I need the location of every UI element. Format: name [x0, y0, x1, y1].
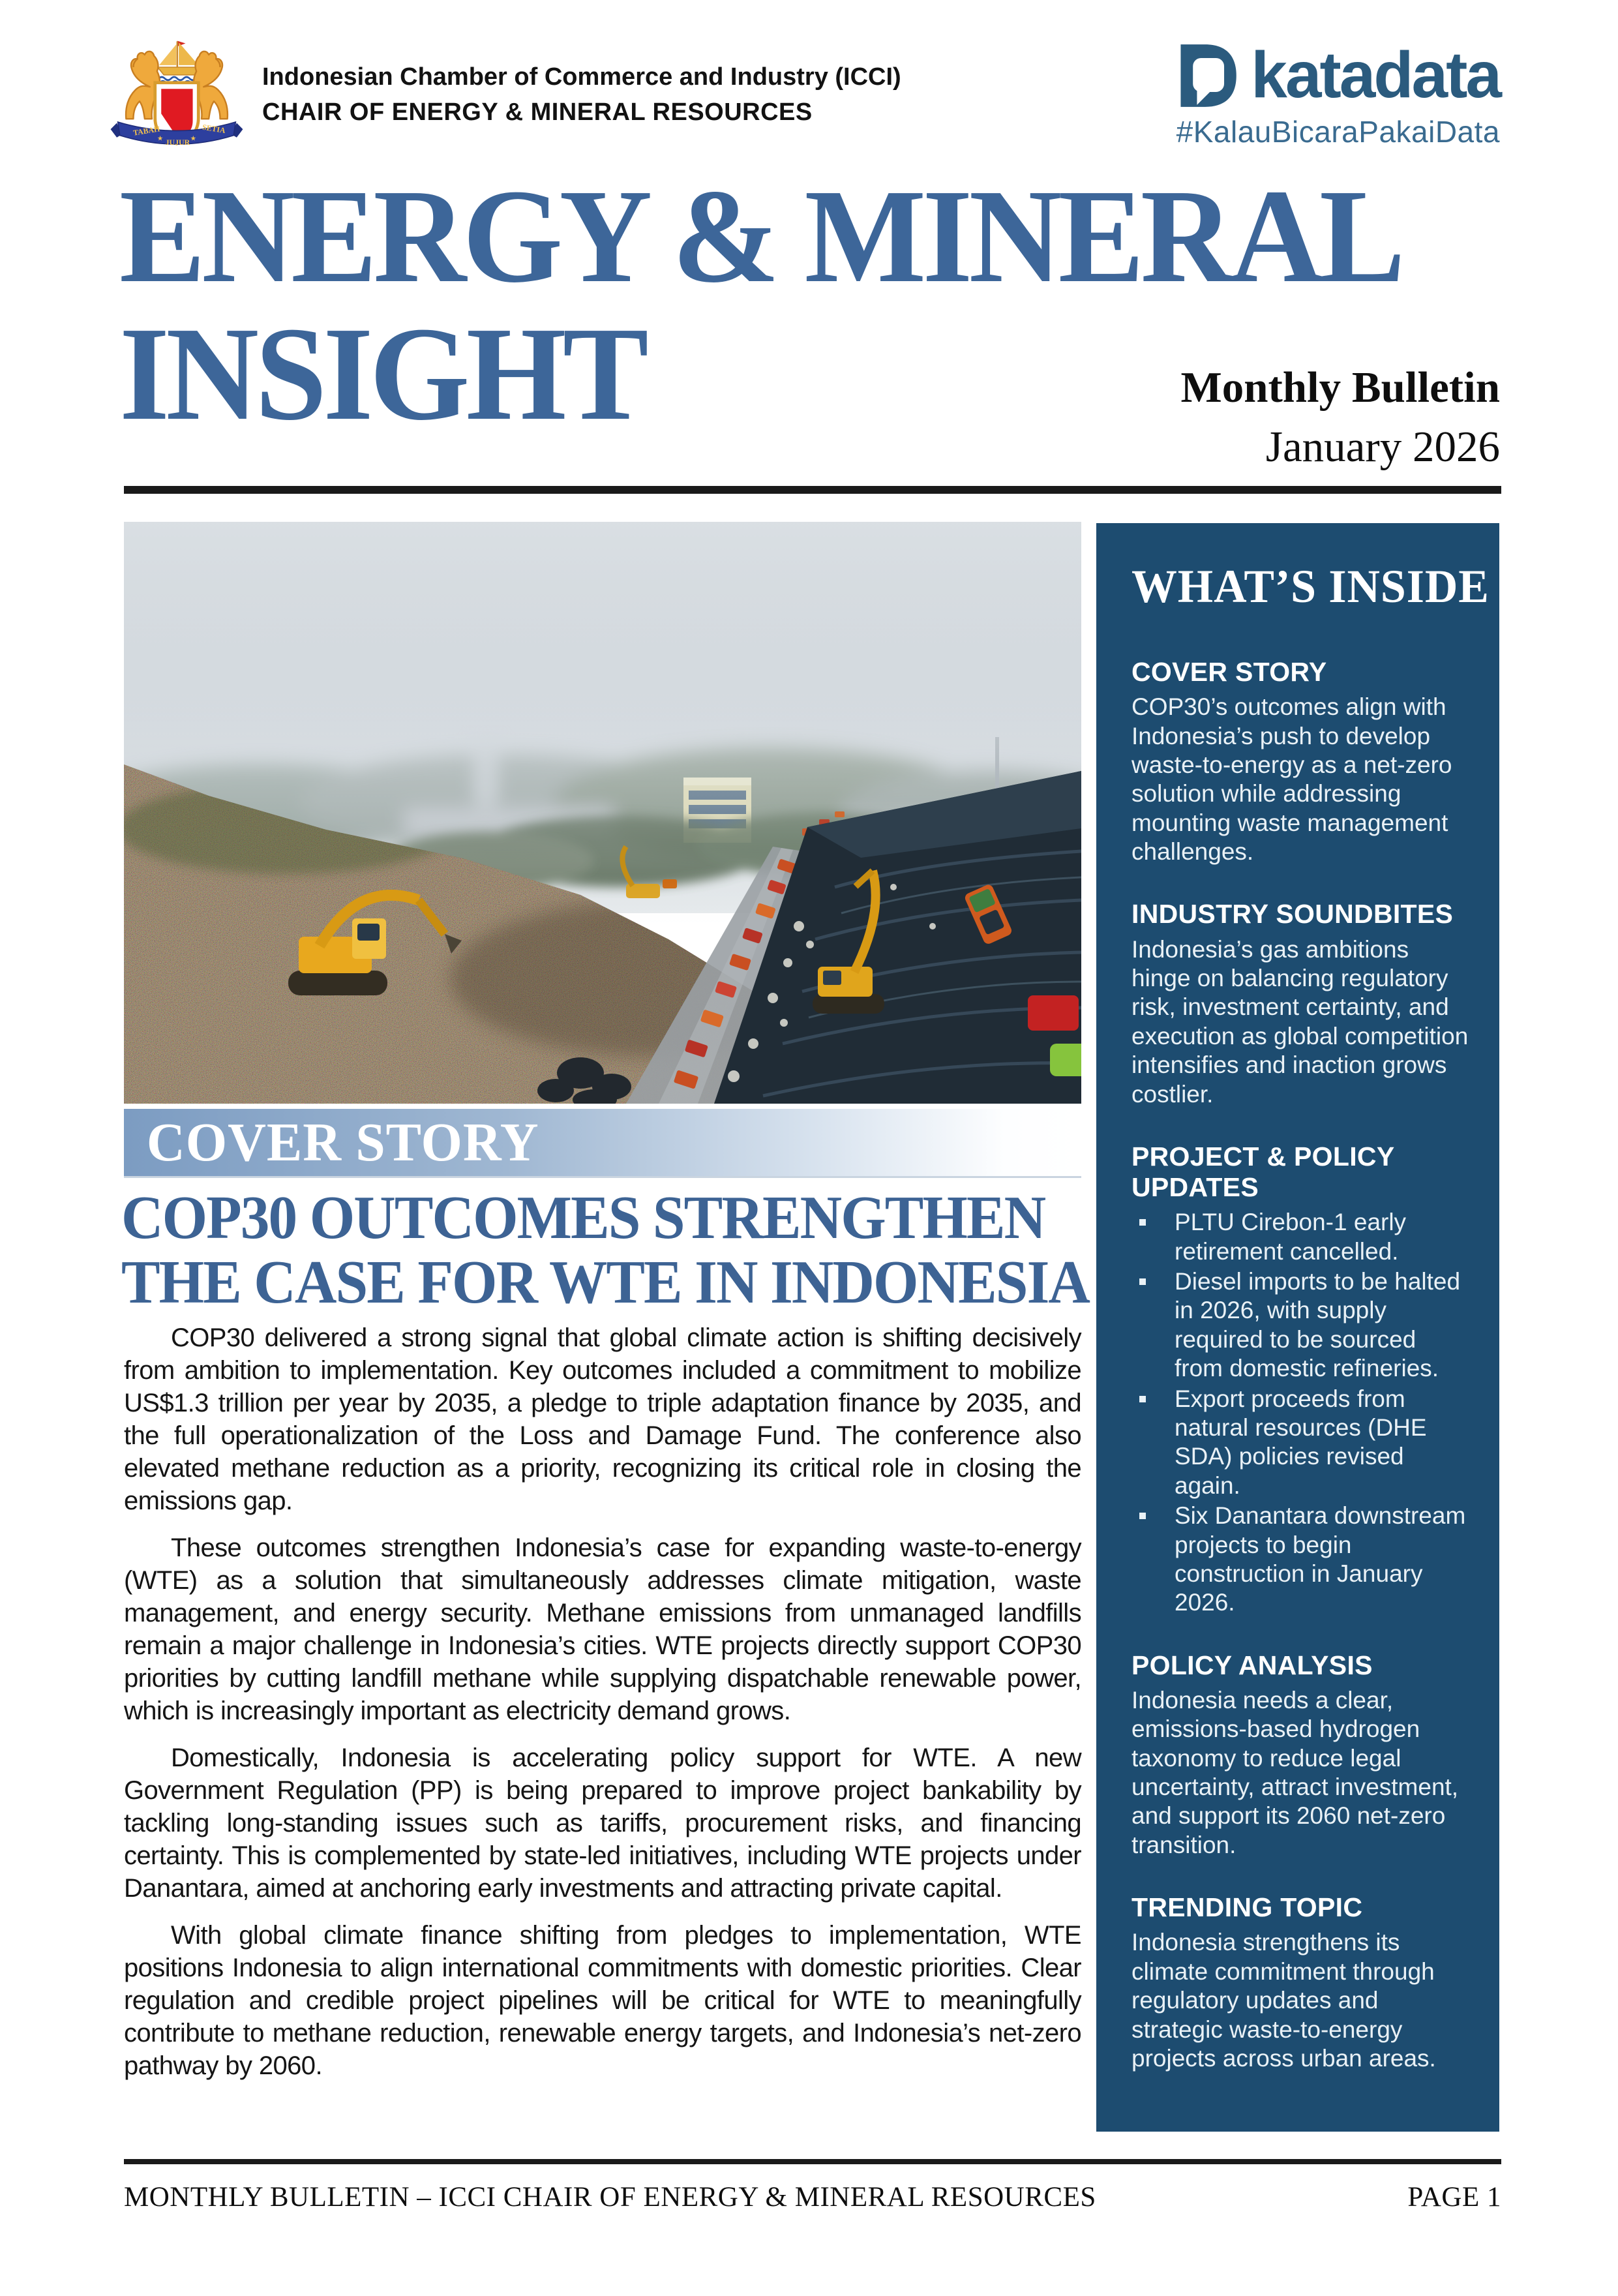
article-headline-line2: THE CASE FOR WTE IN INDONESIA [121, 1248, 1090, 1316]
list-item [1131, 1385, 1469, 1501]
sidebar-section-heading: INDUSTRY SOUNDBITES [1131, 899, 1454, 929]
cover-story-band [124, 1109, 1081, 1178]
crest-ship-icon [158, 41, 202, 75]
footer-page-number: PAGE 1 [1407, 2182, 1501, 2213]
katadata-logo-icon [1173, 42, 1240, 110]
bullet-text: Diesel imports to be halted in 2026, with supply required to be sourced from domestic refineries. [1175, 1268, 1461, 1382]
section-label: COVER STORY [146, 1112, 539, 1173]
org-division: CHAIR OF ENERGY & MINERAL RESOURCES [262, 98, 813, 126]
article-headline [121, 1186, 1100, 1315]
article-paragraph: COP30 delivered a strong signal that global climate action is shifting decisively from ambition to implementation. Key outcomes included a commitment to mobilize US$1.3 trillion per year by 2035, a pledge to triple adaptation finance by 2035, and the full operationalization of the Loss and Damage Fund. The conference also elevated methane reduction as a priority, recognizing its critical role in closing the emissions gap. [124, 1323, 1081, 1515]
article-paragraph: Domestically, Indonesia is accelerating policy support for WTE. A new Government Regulation (PP) is being prepared to improve project bankability by tackling long-standing issues such as tariffs, procurement risks, and financing certainty. This is complemented by state-led initiatives, including WTE projects under Danantara, aimed at anchoring early investments and attracting private capital. [124, 1744, 1081, 1903]
red-truck-icon [1028, 995, 1079, 1031]
footer-left-text: MONTHLY BULLETIN – ICCI CHAIR OF ENERGY & MINERAL RESOURCES [124, 2182, 1096, 2213]
katadata-brand-block [1173, 38, 1500, 149]
star-icon: ★ [190, 135, 196, 143]
org-text-block [262, 63, 901, 127]
sidebar-section-industry-soundbites [1131, 899, 1469, 1108]
issue-block [1180, 363, 1500, 472]
article-paragraph: These outcomes strengthen Indonesia’s case for expanding waste-to-energy (WTE) as a solution that simultaneously addresses climate mitigation, waste management, and energy security. Methane emissions from unmanaged landfills remain a major challenge in Indonesia’s cities. WTE projects directly support COP30 priorities by cutting landfill methane while supplying dispatchable renewable power, which is increasingly important as electricity demand grows. [124, 1533, 1081, 1725]
sidebar-section-trending-topic [1131, 1892, 1469, 2073]
whats-inside-panel [1096, 523, 1499, 2132]
star-icon: ★ [157, 135, 164, 143]
icci-crest-logo [110, 22, 244, 164]
sidebar-section-project-policy-updates [1131, 1141, 1469, 1618]
list-item [1131, 1208, 1469, 1266]
sidebar-section-heading: COVER STORY [1131, 657, 1327, 687]
sidebar-section-heading: PROJECT & POLICY UPDATES [1131, 1141, 1394, 1203]
sidebar-section-body: COP30’s outcomes align with Indonesia’s push to develop waste-to-energy as a net-zero solution while addressing mounting waste management challenges. [1131, 693, 1452, 866]
footer-rule [124, 2159, 1501, 2164]
bullet-icon [1139, 1278, 1146, 1285]
sidebar-section-policy-analysis [1131, 1650, 1469, 1860]
footer [124, 2181, 1501, 2213]
crest-motto-center: JUJUR [165, 137, 190, 147]
sidebar-section-cover-story [1131, 657, 1469, 866]
list-item [1131, 1267, 1469, 1383]
green-car-icon [1050, 1044, 1081, 1076]
article-body [124, 1322, 1081, 2096]
sidebar-title: WHAT’S INSIDE [1131, 560, 1490, 612]
org-name: Indonesian Chamber of Commerce and Industry (ICCI) [262, 63, 901, 91]
bulletin-type: Monthly Bulletin [1180, 363, 1500, 412]
sidebar-section-heading: POLICY ANALYSIS [1131, 1650, 1373, 1680]
list-item [1131, 1502, 1469, 1618]
crest-motto-left: TABAH [132, 124, 161, 138]
crest-motto-right: SETIA [202, 122, 226, 136]
masthead-title-line1: ENERGY & MINERAL [119, 161, 1402, 310]
bullet-text: PLTU Cirebon-1 early retirement cancelled. [1175, 1209, 1407, 1265]
brand-tagline: #KalauBicaraPakaiData [1176, 115, 1500, 149]
sidebar-section-body: Indonesia strengthens its climate commitment through regulatory updates and strategic waste-to-energy projects across urban areas. [1131, 1929, 1436, 2072]
bullet-icon [1139, 1513, 1146, 1519]
bullet-icon [1139, 1396, 1146, 1402]
landfill-photo [124, 522, 1081, 1104]
bullet-text: Export proceeds from natural resources (DHE SDA) policies revised again. [1175, 1385, 1427, 1499]
sidebar-section-body: Indonesia’s gas ambitions hinge on balancing regulatory risk, investment certainty, and execution as global competition intensifies and inaction grows costlier. [1131, 935, 1469, 1108]
sidebar-section-heading: TRENDING TOPIC [1131, 1892, 1363, 1923]
sidebar-bullet-list [1131, 1208, 1469, 1617]
header-rule [124, 486, 1501, 494]
sidebar-section-body: Indonesia needs a clear, emissions-based hydrogen taxonomy to reduce legal uncertainty, attract investment, and support its 2060 net-zero transition. [1131, 1686, 1459, 1858]
katadata-wordmark: katadata [1251, 38, 1500, 112]
issue-date: January 2026 [1265, 423, 1500, 471]
article-paragraph: With global climate finance shifting from pledges to implementation, WTE positions Indonesia to align international commitments with domestic priorities. Clear regulation and credible project pipelines will be critical for WTE to meaningfully contribute to methane reduction, renewable energy targets, and Indonesia’s net-zero pathway by 2060. [124, 1921, 1081, 2080]
bullet-text: Six Danantara downstream projects to begin construction in January 2026. [1175, 1502, 1466, 1616]
masthead-title-line2: INSIGHT [119, 299, 645, 448]
bullet-icon [1139, 1219, 1146, 1226]
article-headline-line1: COP30 OUTCOMES STRENGTHEN [121, 1184, 1045, 1252]
